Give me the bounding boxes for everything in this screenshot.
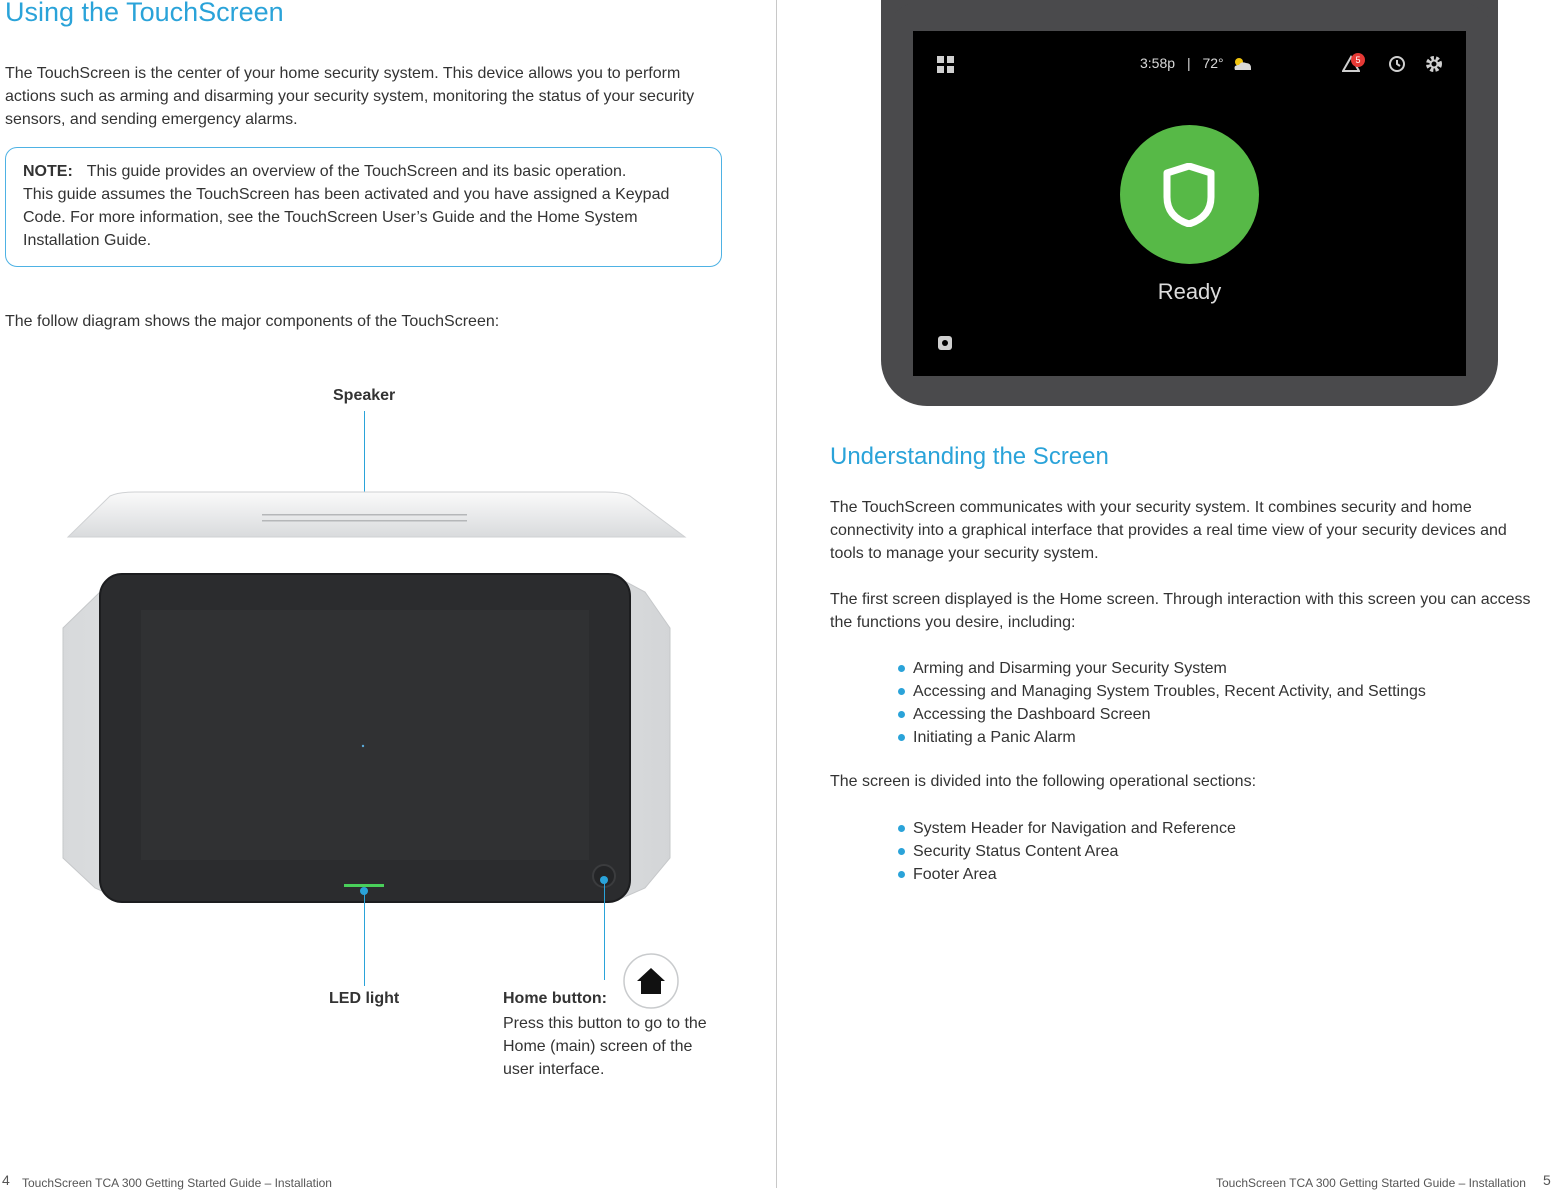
panic-alarm-icon[interactable] <box>936 334 954 352</box>
note-text <box>23 160 703 252</box>
security-status-text: Ready <box>1157 279 1222 304</box>
list-item: Footer Area <box>898 863 1236 886</box>
page-number-right: 5 <box>1543 1172 1551 1188</box>
footer-right: TouchScreen TCA 300 Getting Started Guide – Installation <box>1216 1176 1526 1190</box>
header-status <box>1140 55 1224 71</box>
home-button-label: Home button: <box>503 990 607 1007</box>
speaker-label: Speaker <box>333 387 396 404</box>
list-item: Accessing the Dashboard Screen <box>898 703 1426 726</box>
settings-gear-icon[interactable] <box>1424 54 1444 74</box>
arm-status-button[interactable] <box>1120 125 1259 264</box>
understanding-paragraph-3: The screen is divided into the following operational sections: <box>830 773 1257 790</box>
header-temperature: 72° <box>1202 55 1224 71</box>
page-number-left: 4 <box>2 1172 10 1188</box>
home-button-leader-line <box>604 880 605 980</box>
footer-left: TouchScreen TCA 300 Getting Started Guide – Installation <box>22 1176 332 1190</box>
list-item: Arming and Disarming your Security System <box>898 657 1426 680</box>
understanding-paragraph-1: The TouchScreen communicates with your security system. It combines security and home connectivity into a graphical interface that provides a real time view of your security devices and tools to manage your security system. <box>830 499 1507 562</box>
section-title: Understanding the Screen <box>830 443 1109 470</box>
page-title: Using the TouchScreen <box>5 0 284 27</box>
touchscreen-top-view <box>40 478 700 548</box>
understanding-paragraph-2: The first screen displayed is the Home screen. Through interaction with this screen you can access the functions you desire, including: <box>830 591 1531 631</box>
header-separator: | <box>1186 55 1191 71</box>
shield-icon <box>1161 163 1217 227</box>
alert-count-badge: 5 <box>1351 53 1365 67</box>
page-divider <box>776 0 777 1188</box>
note-body: This guide assumes the TouchScreen has been activated and you have assigned a Keypad Code. For more information, see the TouchScreen User’s Guide and the Home System Installation Guide. <box>23 186 670 249</box>
diagram-intro: The follow diagram shows the major components of the TouchScreen: <box>5 313 500 330</box>
functions-list <box>898 657 1426 749</box>
intro-paragraph: The TouchScreen is the center of your home security system. This device allows you to perform actions such as arming and disarming your security system, monitoring the status of your security sensors, and sending emergency alarms. <box>5 65 695 128</box>
recent-activity-icon[interactable] <box>1388 55 1406 73</box>
led-marker-dot <box>360 887 368 895</box>
list-item: Initiating a Panic Alarm <box>898 726 1426 749</box>
home-button-description: Press this button to go to the Home (main) screen of the user interface. <box>503 1015 707 1078</box>
led-light-label: LED light <box>329 990 400 1007</box>
note-label: NOTE: <box>23 163 73 180</box>
weather-cloud-icon <box>1231 56 1253 72</box>
list-item: System Header for Navigation and Reference <box>898 817 1236 840</box>
list-item: Accessing and Managing System Troubles, Recent Activity, and Settings <box>898 680 1426 703</box>
home-button-marker-dot <box>600 876 608 884</box>
led-leader-line <box>364 891 365 986</box>
sections-list <box>898 817 1236 886</box>
touchscreen-front-view <box>55 568 675 908</box>
dashboard-grid-icon[interactable] <box>937 56 955 74</box>
header-time: 3:58p <box>1140 55 1176 71</box>
list-item: Security Status Content Area <box>898 840 1236 863</box>
device-screen <box>913 31 1466 376</box>
note-line1: This guide provides an overview of the TouchScreen and its basic operation. <box>86 163 627 180</box>
home-icon <box>622 952 680 1010</box>
